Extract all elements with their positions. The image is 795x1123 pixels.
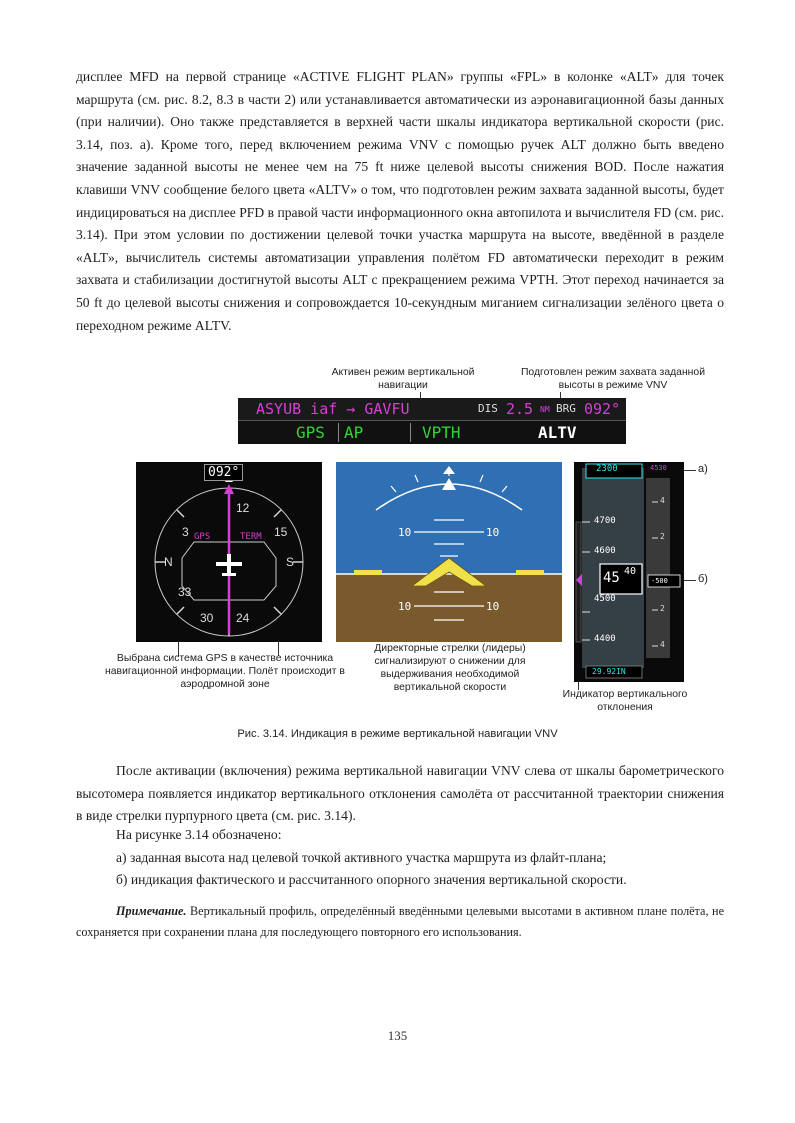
- adi-attitude: [336, 462, 562, 642]
- legend-item-b: б) индикация фактического и рассчитанного опорного значения вертикальной скорости.: [116, 872, 627, 887]
- autopilot-status-bar: [238, 398, 626, 444]
- note-label: Примечание.: [116, 904, 187, 918]
- legend-item-a: а) заданная высота над целевой точкой активного участка маршрута из флайт-плана;: [116, 850, 607, 865]
- svg-text:33: 33: [178, 585, 192, 599]
- figure-caption: Рис. 3.14. Индикация в режиме вертикальной навигации VNV: [237, 728, 558, 740]
- note-text: Вертикальный профиль, определённый введёнными целевыми высотами в активном плане полёта, не сохраняется при сохранении плана для последующего повторного его использования.: [76, 904, 724, 939]
- label-a: a): [698, 463, 708, 475]
- hsi-display: [136, 462, 322, 642]
- hsi-mode-term: TERM: [240, 532, 262, 542]
- adi-display: [336, 462, 562, 642]
- nav-status-row: [238, 398, 626, 421]
- callout-vnav-active: Активен режим вертикальной навигации: [331, 367, 475, 391]
- paragraph-intro: дисплее MFD на первой странице «ACTIVE FLIGHT PLAN» группы «FPL» в колонке «ALT» для точек маршрута (см. рис. 8.2, 8.3 в части 2) или устанавливается автоматически из аэронавигационной базы данных (при наличии). Оно также представляется в верхней части шкалы индикатора вертикальной скорости (рис. 3.14, поз. а). Кроме того, перед включением режима VNV с помощью ручек ALT должно быть введено значение заданной высоты не менее чем на 75 ft ниже целевой высоты снижения BOD. После нажатия клавиши VNV сообщение белого цвета «ALTV» о том, что подготовлен режим захвата заданной высоты, будет индицироваться на дисплее PFD в правой части информационного окна автопилота и вычислителя FD (см. рис. 3.14). При этом условии по достижении целевой точки участка маршрута на высоте, введённой в разделе «ALT», вычислитель системы автоматизации управления полётом FD автоматически переходит в режим захвата и стабилизации достигнутой высоты ALT с прекращением режима VPTH. Этот переход начинается за 50 ft до целевой высоты снижения и сопровождается 10-секундным миганием сигнализации зелёного цвета о переходном режиме ALTV.: [76, 69, 724, 333]
- svg-text:N: N: [164, 555, 173, 569]
- mode-vpth: VPTH: [422, 423, 461, 442]
- alt-target-readout: 2300: [596, 464, 618, 474]
- svg-text:30: 30: [200, 611, 214, 625]
- alt-selected-small: 4530: [650, 464, 667, 472]
- svg-text:12: 12: [236, 501, 250, 515]
- alt-tape-4500: 4500: [594, 594, 616, 604]
- brg-value: 092°: [584, 400, 621, 418]
- dis-unit: NM: [540, 405, 550, 414]
- dis-label: DIS: [478, 402, 498, 415]
- mode-annunciator-row: [238, 421, 626, 444]
- hsi-compass-rose: [136, 462, 322, 642]
- hsi-source-gps: GPS: [194, 532, 211, 542]
- adi-pitch-down-right: 10: [486, 600, 500, 613]
- svg-text:3: 3: [182, 525, 189, 539]
- paragraph-vnv-activation: После активации (включения) режима вертикальной навигации VNV слева от шкалы барометрического высотомера появляется индикатор вертикального отклонения самолёта от рассчитанной траектории снижения в виде стрелки пурпурного цвета (см. рис. 3.14).: [76, 763, 724, 824]
- callout-altv-armed: Подготовлен режим захвата заданной высоты в режиме VNV: [520, 367, 706, 391]
- dis-value: 2.5: [506, 400, 534, 418]
- adi-pitch-down-left: 10: [398, 600, 412, 613]
- altimeter-vsi-display: [574, 462, 684, 682]
- brg-label: BRG: [556, 402, 576, 415]
- alt-tape-4600: 4600: [594, 546, 616, 556]
- vsi-tick-m4: 4: [660, 640, 665, 649]
- leader-a: [684, 470, 696, 471]
- adi-pitch-up-right: 10: [486, 526, 500, 539]
- baro-setting: 29.92IN: [592, 667, 626, 676]
- mode-gps: GPS: [296, 423, 325, 442]
- mode-altv: ALTV: [538, 423, 577, 442]
- leader-b: [684, 580, 696, 581]
- note-paragraph: [76, 901, 724, 943]
- adi-pitch-up-left: 10: [398, 526, 412, 539]
- hsi-heading-readout: 092°: [204, 464, 243, 481]
- mode-divider-1: [338, 423, 339, 442]
- indicator-caption: Индикатор вертикального отклонения: [562, 689, 688, 713]
- page-number: 135: [387, 1028, 408, 1043]
- alt-current-sub: 40: [624, 566, 637, 577]
- hsi-caption: Выбрана система GPS в качестве источника навигационной информации. Полёт происходит в аэродромной зоне: [105, 653, 345, 690]
- adi-caption: Директорные стрелки (лидеры) сигнализируют о снижении для выдерживания необходимой вертикальной скорости: [374, 643, 526, 693]
- alt-tape-4700: 4700: [594, 516, 616, 526]
- vsi-tick-m2: 2: [660, 604, 665, 613]
- vsi-value: -500: [651, 577, 668, 585]
- mode-ap: AP: [344, 423, 364, 442]
- alt-tape-4400: 4400: [594, 634, 616, 644]
- vsi-tick-4: 4: [660, 496, 665, 505]
- svg-text:15: 15: [274, 525, 288, 539]
- svg-text:24: 24: [236, 611, 250, 625]
- vsi-tick-2: 2: [660, 532, 665, 541]
- mode-divider-2: [410, 423, 411, 442]
- label-b: б): [698, 573, 708, 585]
- paragraph-legend-intro: На рисунке 3.14 обозначено:: [116, 827, 282, 842]
- route-leg: ASYUB iaf → GAVFU: [256, 400, 410, 418]
- alt-current-main: 45: [603, 570, 620, 586]
- svg-text:S: S: [286, 555, 295, 569]
